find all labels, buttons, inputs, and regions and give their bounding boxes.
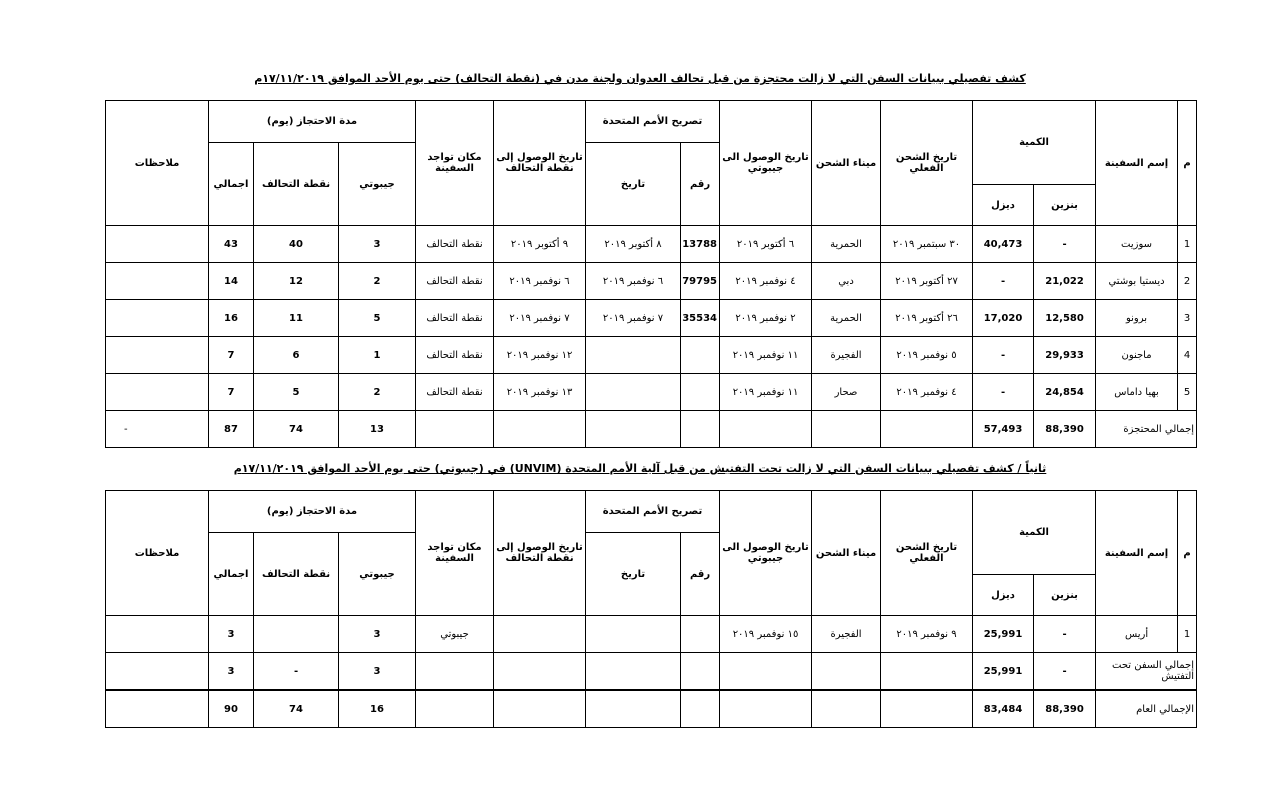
- header-ship-date: تاريخ الشحن الفعلي: [881, 491, 973, 616]
- location: نقطة التحالف: [416, 300, 494, 337]
- petrol-qty: 12,580: [1034, 300, 1096, 337]
- table-row: [106, 616, 1197, 653]
- header-detention-total: اجمالي: [209, 533, 254, 616]
- empty-cell: [494, 690, 586, 728]
- location: جيبوتي: [416, 616, 494, 653]
- empty-cell: [416, 653, 494, 691]
- permit-date: ٨ أكتوبر ٢٠١٩: [586, 226, 681, 263]
- empty-cell: [812, 411, 881, 448]
- header-detention: مدة الاحتجاز (يوم): [209, 101, 416, 143]
- header-ship-date: تاريخ الشحن الفعلي: [881, 101, 973, 226]
- permit-number: [681, 616, 720, 653]
- port: الحمرية: [812, 226, 881, 263]
- row-number: 5: [1178, 374, 1197, 411]
- permit-date: ٦ نوفمبر ٢٠١٩: [586, 263, 681, 300]
- petrol-qty: 29,933: [1034, 337, 1096, 374]
- port: صحار: [812, 374, 881, 411]
- grand-total-label: الإجمالي العام: [1096, 690, 1197, 728]
- empty-cell: [881, 653, 973, 691]
- empty-cell: [720, 411, 812, 448]
- header-detention-total: اجمالي: [209, 143, 254, 226]
- diesel-qty: 40,473: [973, 226, 1034, 263]
- permit-date: [586, 374, 681, 411]
- header-detention: مدة الاحتجاز (يوم): [209, 491, 416, 533]
- empty-cell: [881, 411, 973, 448]
- header-port: ميناء الشحن: [812, 101, 881, 226]
- ship-date: ٢٦ أكتوبر ٢٠١٩: [881, 300, 973, 337]
- permit-date: ٧ نوفمبر ٢٠١٩: [586, 300, 681, 337]
- detention-total: 14: [209, 263, 254, 300]
- header-permit-number: رقم: [681, 143, 720, 226]
- permit-number: [681, 374, 720, 411]
- ship-name: سوزيت: [1096, 226, 1178, 263]
- notes: [106, 337, 209, 374]
- header-un-permit: تصريح الأمم المتحدة: [586, 101, 720, 143]
- header-coalition-arrival: تاريخ الوصول إلى نقطة التحالف: [494, 101, 586, 226]
- empty-cell: [812, 653, 881, 691]
- table2-header: [106, 491, 1197, 616]
- table-row: [106, 337, 1197, 374]
- petrol-qty: -: [1034, 616, 1096, 653]
- header-quantity: الكمية: [973, 491, 1096, 575]
- total-diesel: 25,991: [973, 653, 1034, 691]
- header-m: م: [1178, 101, 1197, 226]
- notes: [106, 616, 209, 653]
- total-detention-djibouti: 13: [339, 411, 416, 448]
- ship-date: ٣٠ سبتمبر ٢٠١٩: [881, 226, 973, 263]
- row-number: 2: [1178, 263, 1197, 300]
- djibouti-arrival: ١١ نوفمبر ٢٠١٩: [720, 337, 812, 374]
- empty-cell: [720, 653, 812, 691]
- table1-body: [106, 226, 1197, 448]
- header-notes: ملاحظات: [106, 491, 209, 616]
- ship-name: ماجنون: [1096, 337, 1178, 374]
- detention-total: 7: [209, 374, 254, 411]
- ship-name: أريس: [1096, 616, 1178, 653]
- header-petrol: بنزين: [1034, 575, 1096, 616]
- coalition-arrival: ٦ نوفمبر ٢٠١٩: [494, 263, 586, 300]
- row-number: 1: [1178, 616, 1197, 653]
- total-notes: [106, 653, 209, 691]
- permit-number: [681, 337, 720, 374]
- header-notes: ملاحظات: [106, 101, 209, 226]
- empty-cell: [681, 690, 720, 728]
- petrol-qty: 24,854: [1034, 374, 1096, 411]
- detention-total: 7: [209, 337, 254, 374]
- header-detention-djibouti: جيبوتي: [339, 533, 416, 616]
- empty-cell: [681, 411, 720, 448]
- header-location: مكان تواجد السفينة: [416, 491, 494, 616]
- header-ship-name: إسم السفينة: [1096, 491, 1178, 616]
- permit-number: 79795: [681, 263, 720, 300]
- header-detention-coalition: نقطة التحالف: [254, 143, 339, 226]
- total-detention-coalition: 74: [254, 411, 339, 448]
- total-diesel: 57,493: [973, 411, 1034, 448]
- detention-total: 3: [209, 616, 254, 653]
- ship-date: ٩ نوفمبر ٢٠١٩: [881, 616, 973, 653]
- total-detention-djibouti: 3: [339, 653, 416, 691]
- table1-header: [106, 101, 1197, 226]
- total-label: إجمالي السفن تحت التفتيش: [1096, 653, 1197, 691]
- total-detention-total: 3: [209, 653, 254, 691]
- djibouti-arrival: ١١ نوفمبر ٢٠١٩: [720, 374, 812, 411]
- header-quantity: الكمية: [973, 101, 1096, 185]
- row-number: 3: [1178, 300, 1197, 337]
- table2-title: ثانياً / كشف تفصيلي ببيانات السفن التي لا زالت تحت التفتيش من قبل آلية الأمم المتحدة (UNVIM) في (جيبوتي) حتى يوم الأحد الموافق ١٧/١١/٢٠١٩م: [233, 462, 1047, 475]
- header-un-permit: تصريح الأمم المتحدة: [586, 491, 720, 533]
- header-detention-djibouti: جيبوتي: [339, 143, 416, 226]
- header-detention-coalition: نقطة التحالف: [254, 533, 339, 616]
- header-m: م: [1178, 491, 1197, 616]
- ship-date: ٤ نوفمبر ٢٠١٩: [881, 374, 973, 411]
- detention-djibouti: 2: [339, 374, 416, 411]
- empty-cell: [681, 653, 720, 691]
- ship-date: ٢٧ أكتوبر ٢٠١٩: [881, 263, 973, 300]
- diesel-qty: 17,020: [973, 300, 1034, 337]
- ship-name: برونو: [1096, 300, 1178, 337]
- grand-total-detention-djibouti: 16: [339, 690, 416, 728]
- ship-name: ديستيا بوشتي: [1096, 263, 1178, 300]
- detention-coalition: 11: [254, 300, 339, 337]
- diesel-qty: -: [973, 374, 1034, 411]
- detention-coalition: 12: [254, 263, 339, 300]
- empty-cell: [494, 653, 586, 691]
- empty-cell: [416, 690, 494, 728]
- header-diesel: ديزل: [973, 575, 1034, 616]
- location: نقطة التحالف: [416, 263, 494, 300]
- detention-coalition: 5: [254, 374, 339, 411]
- total-row: [106, 653, 1197, 691]
- detention-djibouti: 5: [339, 300, 416, 337]
- total-detention-coalition: -: [254, 653, 339, 691]
- djibouti-arrival: ١٥ نوفمبر ٢٠١٩: [720, 616, 812, 653]
- notes: [106, 374, 209, 411]
- detention-total: 16: [209, 300, 254, 337]
- total-detention-total: 87: [209, 411, 254, 448]
- detention-djibouti: 1: [339, 337, 416, 374]
- table-row: [106, 263, 1197, 300]
- ship-name: بهيا داماس: [1096, 374, 1178, 411]
- header-petrol: بنزين: [1034, 185, 1096, 226]
- coalition-arrival: ١٢ نوفمبر ٢٠١٩: [494, 337, 586, 374]
- detention-djibouti: 3: [339, 616, 416, 653]
- detention-djibouti: 2: [339, 263, 416, 300]
- grand-total-detention-coalition: 74: [254, 690, 339, 728]
- empty-cell: [416, 411, 494, 448]
- header-djibouti-arrival: تاريخ الوصول الى جيبوتي: [720, 491, 812, 616]
- notes: [106, 226, 209, 263]
- coalition-arrival: ٧ نوفمبر ٢٠١٩: [494, 300, 586, 337]
- empty-cell: [586, 690, 681, 728]
- permit-date: [586, 616, 681, 653]
- diesel-qty: -: [973, 263, 1034, 300]
- detention-djibouti: 3: [339, 226, 416, 263]
- header-diesel: ديزل: [973, 185, 1034, 226]
- location: نقطة التحالف: [416, 374, 494, 411]
- grand-total-diesel: 83,484: [973, 690, 1034, 728]
- total-petrol: -: [1034, 653, 1096, 691]
- djibouti-arrival: ٤ نوفمبر ٢٠١٩: [720, 263, 812, 300]
- port: الفجيرة: [812, 616, 881, 653]
- permit-number: 35534: [681, 300, 720, 337]
- header-coalition-arrival: تاريخ الوصول إلى نقطة التحالف: [494, 491, 586, 616]
- port: الفجيرة: [812, 337, 881, 374]
- coalition-arrival: ٩ أكتوبر ٢٠١٩: [494, 226, 586, 263]
- table-row: [106, 226, 1197, 263]
- notes: [106, 263, 209, 300]
- detained-ships-table: [105, 100, 1197, 448]
- table-row: [106, 374, 1197, 411]
- port: دبي: [812, 263, 881, 300]
- djibouti-arrival: ٢ نوفمبر ٢٠١٩: [720, 300, 812, 337]
- djibouti-arrival: ٦ أكتوبر ٢٠١٩: [720, 226, 812, 263]
- petrol-qty: -: [1034, 226, 1096, 263]
- permit-number: 13788: [681, 226, 720, 263]
- grand-total-detention-total: 90: [209, 690, 254, 728]
- table-row: [106, 300, 1197, 337]
- header-djibouti-arrival: تاريخ الوصول الى جيبوتي: [720, 101, 812, 226]
- detention-total: 43: [209, 226, 254, 263]
- empty-cell: [720, 690, 812, 728]
- header-ship-name: إسم السفينة: [1096, 101, 1178, 226]
- inspection-ships-table: [105, 490, 1197, 728]
- detention-coalition: [254, 616, 339, 653]
- port: الحمرية: [812, 300, 881, 337]
- empty-cell: [586, 411, 681, 448]
- diesel-qty: 25,991: [973, 616, 1034, 653]
- total-label: إجمالي المحتجزة: [1096, 411, 1197, 448]
- total-row: [106, 411, 1197, 448]
- empty-cell: [586, 653, 681, 691]
- notes: [106, 300, 209, 337]
- location: نقطة التحالف: [416, 226, 494, 263]
- empty-cell: [494, 411, 586, 448]
- detention-coalition: 6: [254, 337, 339, 374]
- petrol-qty: 21,022: [1034, 263, 1096, 300]
- row-number: 4: [1178, 337, 1197, 374]
- table1-title: كشف تفصيلي ببيانات السفن التي لا زالت محتجزة من قبل تحالف العدوان ولجنة مدن في (نقطة التحالف) حتى يوم الأحد الموافق ١٧/١١/٢٠١٩م: [254, 72, 1026, 85]
- permit-date: [586, 337, 681, 374]
- detention-coalition: 40: [254, 226, 339, 263]
- ship-date: ٥ نوفمبر ٢٠١٩: [881, 337, 973, 374]
- coalition-arrival: [494, 616, 586, 653]
- total-notes: -: [106, 411, 209, 448]
- table2-body: [106, 616, 1197, 728]
- row-number: 1: [1178, 226, 1197, 263]
- location: نقطة التحالف: [416, 337, 494, 374]
- header-location: مكان تواجد السفينة: [416, 101, 494, 226]
- header-permit-date: تاريخ: [586, 143, 681, 226]
- empty-cell: [812, 690, 881, 728]
- grand-total-petrol: 88,390: [1034, 690, 1096, 728]
- header-permit-number: رقم: [681, 533, 720, 616]
- total-petrol: 88,390: [1034, 411, 1096, 448]
- grand-total-row: [106, 690, 1197, 728]
- coalition-arrival: ١٣ نوفمبر ٢٠١٩: [494, 374, 586, 411]
- header-permit-date: تاريخ: [586, 533, 681, 616]
- diesel-qty: -: [973, 337, 1034, 374]
- header-port: ميناء الشحن: [812, 491, 881, 616]
- grand-total-notes: [106, 690, 209, 728]
- empty-cell: [881, 690, 973, 728]
